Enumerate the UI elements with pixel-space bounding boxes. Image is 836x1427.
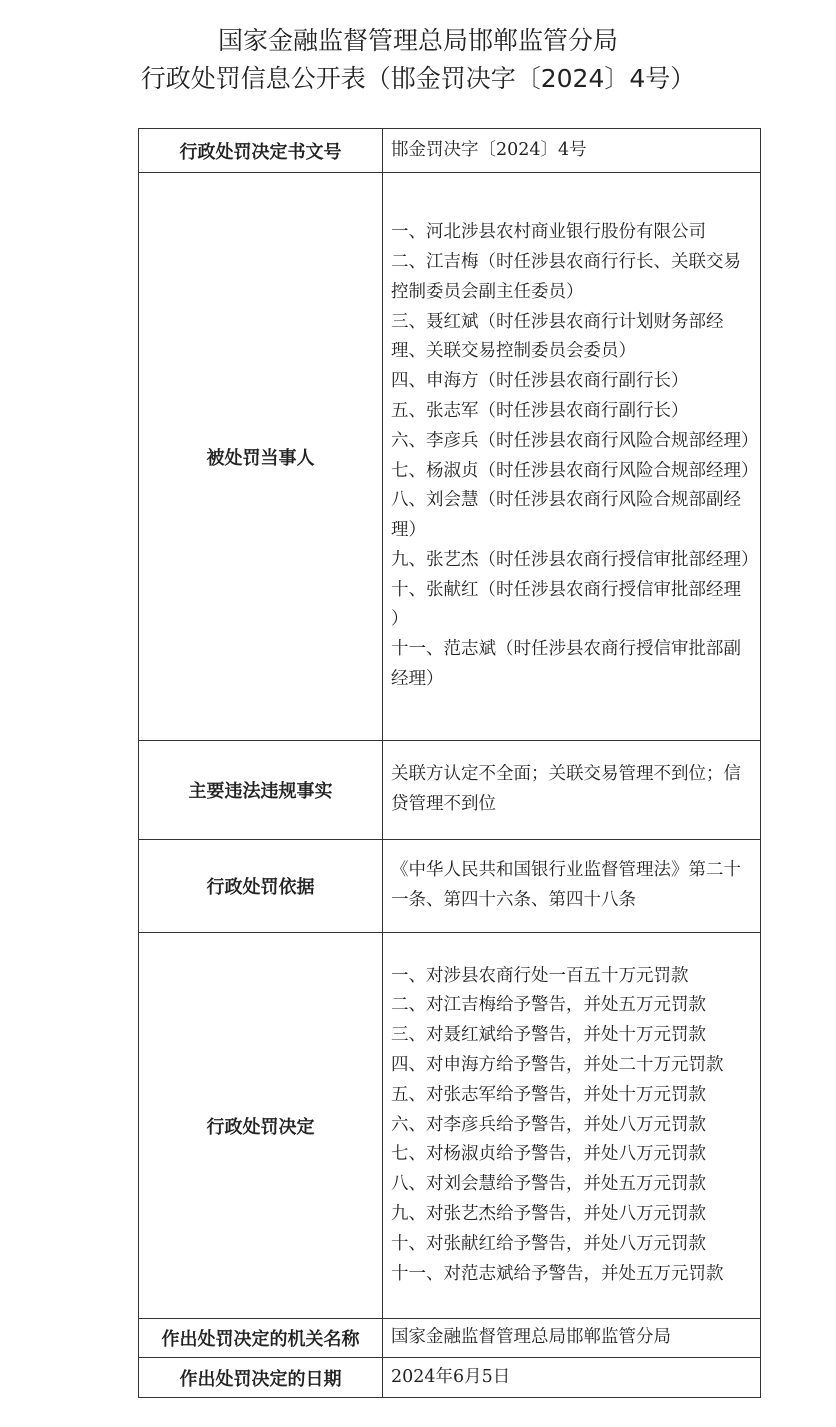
date-value — [383, 1358, 761, 1398]
table-row-date — [139, 1358, 761, 1398]
decision-label: 行政处罚决定 — [139, 933, 383, 1319]
decision-item: 七、对杨淑贞给予警告，并处八万元罚款 — [391, 1144, 706, 1165]
page-title-line-1: 国家金融监督管理总局邯郸监管分局 — [217, 26, 618, 55]
party-item: 七、杨淑贞（时任涉县农商行风险合规部经理） — [391, 460, 759, 481]
doc-number-value — [383, 129, 761, 173]
party-item: 五、张志军（时任涉县农商行副行长） — [391, 400, 689, 421]
table-row-doc-number — [139, 129, 761, 173]
decision-list — [383, 933, 761, 1319]
party-item: 四、申海方（时任涉县农商行副行长） — [391, 371, 689, 392]
party-item: 二、江吉梅（时任涉县农商行行长、关联交易控制委员会副主任委员） — [391, 251, 741, 302]
basis-value: 《中华人民共和国银行业监督管理法》第二十一条、第四十六条、第四十八条 — [383, 840, 761, 933]
decision-item: 一、对涉县农商行处一百五十万元罚款 — [391, 965, 689, 986]
date-text: 2024年6月5日 — [391, 1366, 511, 1387]
authority-value: 国家金融监督管理总局邯郸监管分局 — [383, 1319, 761, 1358]
decision-item: 四、对申海方给予警告，并处二十万元罚款 — [391, 1055, 724, 1075]
table-row-facts — [139, 741, 761, 840]
table-row-parties — [139, 173, 761, 741]
page-title-line-2: 行政处罚信息公开表（邯金罚决字〔2024〕4号） — [140, 64, 696, 93]
decision-item: 三、对聂红斌给予警告，并处十万元罚款 — [391, 1025, 706, 1046]
penalty-info-table — [138, 128, 761, 1398]
party-item: 六、李彦兵（时任涉县农商行风险合规部经理） — [391, 430, 759, 451]
decision-item: 九、对张艺杰给予警告，并处八万元罚款 — [391, 1203, 706, 1224]
decision-item: 十一、对范志斌给予警告，并处五万元罚款 — [391, 1263, 724, 1284]
facts-label: 主要违法违规事实 — [139, 741, 383, 840]
table-row-decision — [139, 933, 761, 1319]
facts-value: 关联方认定不全面；关联交易管理不到位；信贷管理不到位 — [383, 741, 761, 840]
party-item: 九、张艺杰（时任涉县农商行授信审批部经理） — [391, 549, 759, 570]
decision-item: 六、对李彦兵给予警告，并处八万元罚款 — [391, 1114, 706, 1135]
table-row-basis — [139, 840, 761, 933]
decision-item: 二、对江吉梅给予警告，并处五万元罚款 — [391, 995, 706, 1016]
table-row-authority — [139, 1319, 761, 1358]
party-item: 一、河北涉县农村商业银行股份有限公司 — [391, 222, 706, 243]
date-label: 作出处罚决定的日期 — [139, 1358, 383, 1398]
party-item: 八、刘会慧（时任涉县农商行风险合规部副经理） — [391, 490, 741, 541]
doc-number-label: 行政处罚决定书文号 — [139, 129, 383, 173]
authority-label: 作出处罚决定的机关名称 — [139, 1319, 383, 1358]
party-item: 十、张献红（时任涉县农商行授信审批部经理 ） — [391, 579, 741, 630]
parties-label: 被处罚当事人 — [139, 173, 383, 741]
party-item: 十一、范志斌（时任涉县农商行授信审批部副经理） — [391, 639, 741, 690]
decision-item: 十、对张献红给予警告，并处八万元罚款 — [391, 1233, 706, 1254]
parties-list — [383, 173, 761, 741]
decision-item: 五、对张志军给予警告，并处十万元罚款 — [391, 1084, 706, 1105]
doc-number-text: 邯金罚决字〔2024〕4号 — [391, 139, 587, 160]
decision-item: 八、对刘会慧给予警告，并处五万元罚款 — [391, 1174, 706, 1195]
party-item: 三、聂红斌（时任涉县农商行计划财务部经理、关联交易控制委员会委员） — [391, 311, 724, 362]
basis-label: 行政处罚依据 — [139, 840, 383, 933]
